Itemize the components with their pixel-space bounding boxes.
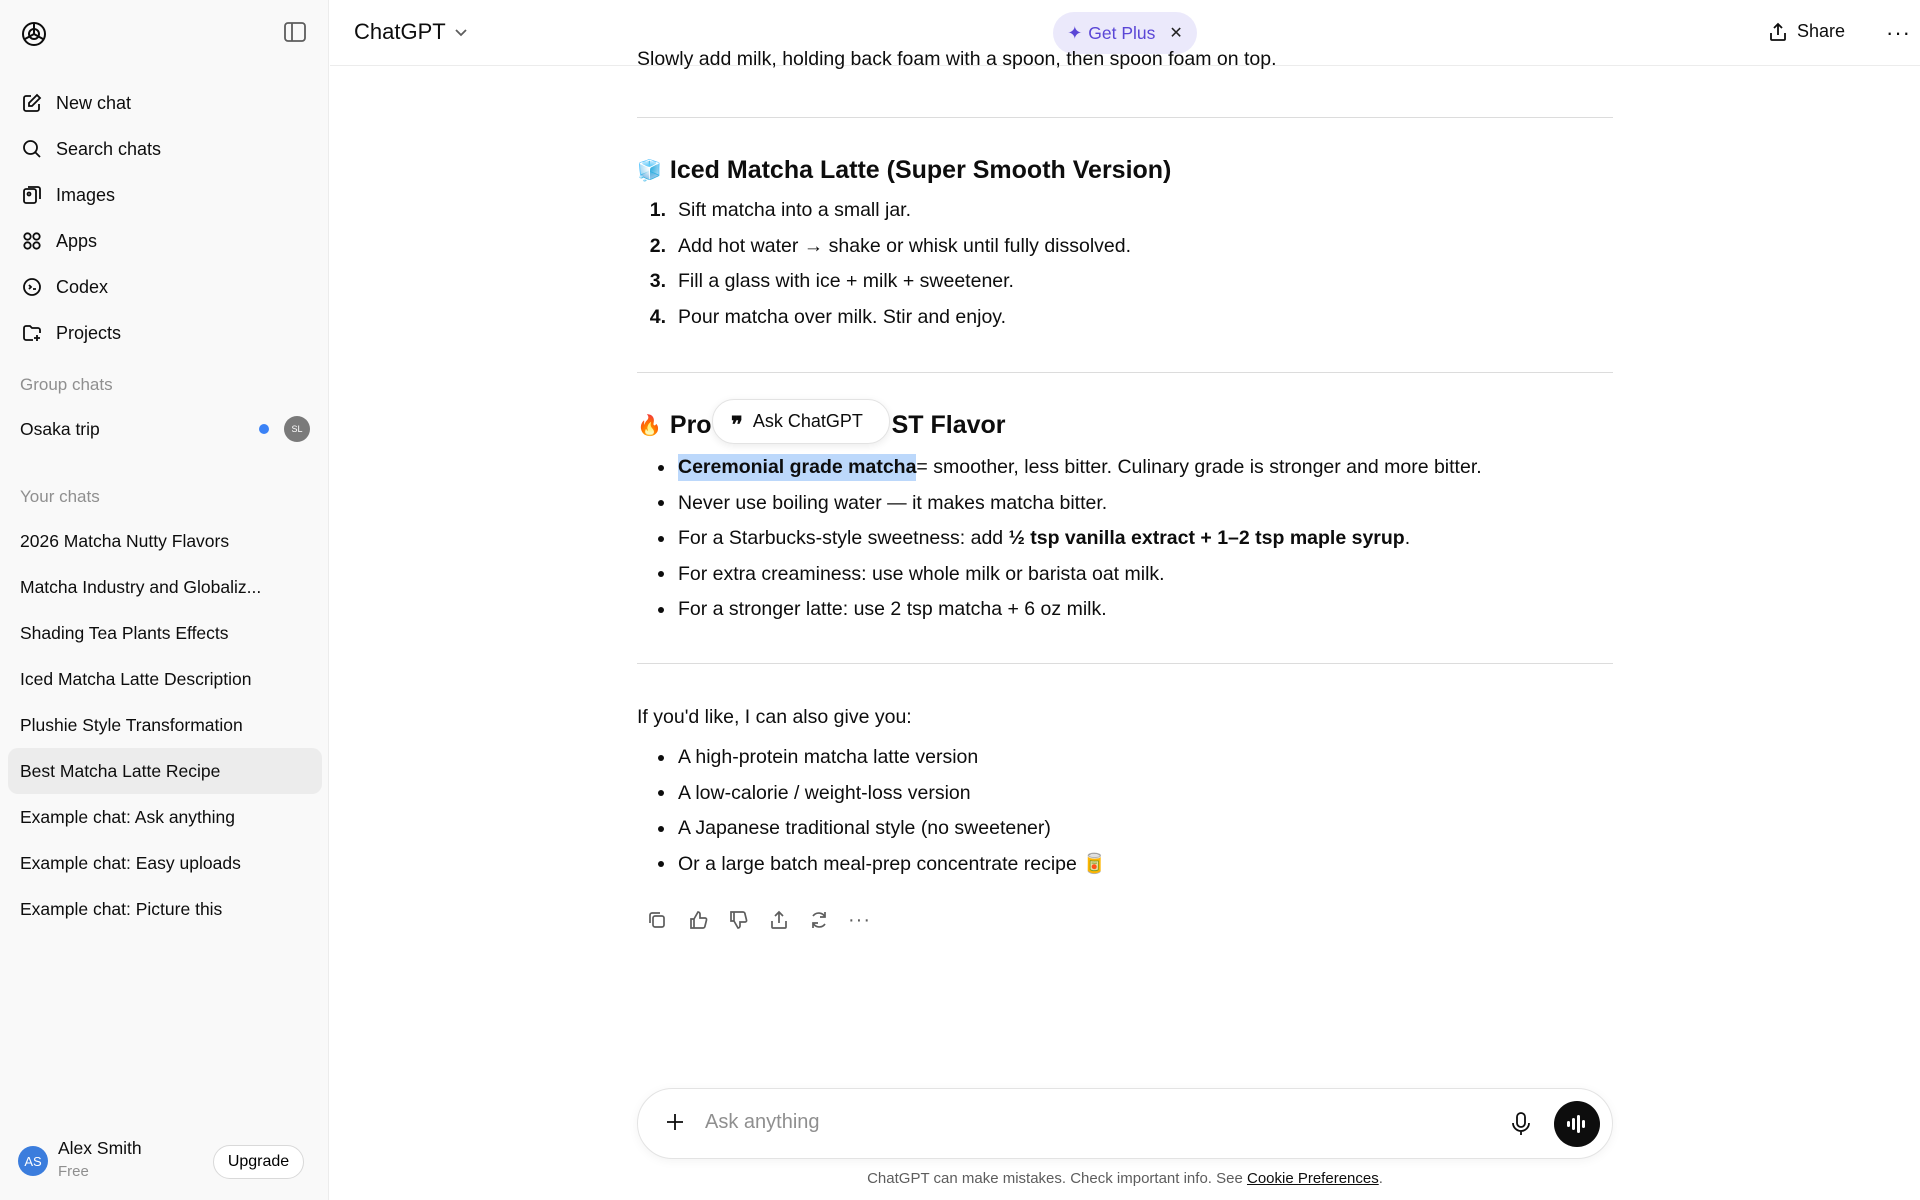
list-item-text: Add hot water → shake or whisk until fully dissolved.	[678, 234, 1132, 257]
list-item: 2. Add hot water → shake or whisk until fully dissolved.	[649, 234, 1132, 257]
nav-label: Images	[56, 184, 116, 205]
disclaimer-end: .	[1378, 1170, 1383, 1187]
get-plus-label: Get Plus	[1088, 22, 1156, 43]
more-options-icon[interactable]: ···	[1886, 20, 1911, 45]
cookie-preferences-link[interactable]: Cookie Preferences	[1246, 1170, 1379, 1187]
share-icon	[1768, 22, 1788, 42]
images-button[interactable]	[8, 172, 322, 218]
chevron-down-icon	[454, 25, 468, 39]
nav-label: Projects	[56, 322, 122, 343]
list-item-text: Sift matcha into a small jar.	[678, 199, 912, 222]
avatar: AS	[18, 1146, 48, 1176]
prompt-input[interactable]: Ask anything	[705, 1111, 820, 1133]
chat-item[interactable]: Plushie Style Transformation	[20, 714, 243, 735]
ordered-list	[637, 193, 1613, 335]
voice-mode-button[interactable]	[1554, 1101, 1600, 1147]
more-options-icon[interactable]: ···	[848, 908, 871, 931]
share-icon[interactable]	[759, 900, 799, 940]
list-item-text: For a stronger latte: use 2 tsp matcha + 6 oz milk.	[678, 598, 1107, 621]
disclaimer-text: ChatGPT can make mistakes. Check important info. See	[867, 1170, 1247, 1187]
list-item-text: .	[1404, 527, 1411, 550]
new-chat-button[interactable]	[8, 80, 322, 126]
bold-text: ½ tsp vanilla extract + 1–2 tsp maple syrup	[1008, 527, 1405, 550]
apps-button[interactable]	[8, 218, 322, 264]
sparkle-icon: ✦	[1067, 22, 1083, 43]
message-text: If you'd like, I can also give you:	[637, 706, 912, 728]
upgrade-button[interactable]: Upgrade	[213, 1145, 304, 1179]
list-item-text: For extra creaminess: use whole milk or barista oat milk.	[678, 562, 1165, 585]
list-item	[637, 847, 1613, 883]
edit-icon	[20, 91, 44, 115]
selected-text: Ceremonial grade matcha	[678, 454, 916, 481]
chat-item[interactable]: Example chat: Ask anything	[20, 806, 235, 827]
list-item	[637, 776, 1613, 812]
group-chat-item[interactable]	[8, 406, 322, 452]
heading-text: ST Flavor	[891, 411, 1006, 439]
thumbs-up-icon[interactable]	[678, 900, 718, 940]
model-selector[interactable]	[354, 19, 468, 45]
chat-item-active[interactable]: Best Matcha Latte Recipe	[8, 748, 322, 794]
model-name: ChatGPT	[354, 19, 446, 44]
fire-icon: 🔥	[637, 415, 662, 437]
list-item-text: = smoother, less bitter. Culinary grade is stronger and more bitter.	[916, 456, 1482, 479]
search-chats-button[interactable]	[8, 126, 322, 172]
list-item-text: Or a large batch meal-prep concentrate recipe 🥫	[678, 853, 1107, 876]
user-plan: Free	[58, 1163, 89, 1180]
heading-text: Iced Matcha Latte (Super Smooth Version)	[669, 156, 1172, 184]
plus-icon[interactable]	[660, 1107, 690, 1137]
section-heading	[637, 156, 1171, 185]
apps-icon	[20, 229, 44, 253]
list-item: 1. Sift matcha into a small jar.	[649, 199, 912, 222]
unread-dot	[259, 424, 269, 434]
chat-item[interactable]: Iced Matcha Latte Description	[20, 668, 252, 689]
user-profile[interactable]	[0, 1128, 329, 1194]
codex-icon	[20, 275, 44, 299]
close-icon[interactable]: ✕	[1169, 25, 1183, 42]
list-item	[637, 811, 1613, 847]
list-item	[637, 592, 1613, 628]
list-item: 3. Fill a glass with ice + milk + sweetener.	[649, 270, 1014, 293]
message-actions	[637, 900, 880, 940]
group-chat-label: Osaka trip	[20, 418, 100, 439]
chat-item[interactable]: Shading Tea Plants Effects	[20, 622, 229, 643]
copy-icon[interactable]	[637, 900, 677, 940]
search-icon	[20, 137, 44, 161]
group-chats-label: Group chats	[20, 375, 113, 394]
group-avatar: SL	[284, 416, 310, 442]
message-text: Slowly add milk, holding back foam with a spoon, then spoon foam on top.	[637, 48, 1277, 70]
bullet-list	[637, 740, 1613, 882]
list-item: 4. Pour matcha over milk. Stir and enjoy.	[649, 305, 1007, 328]
nav-label: Apps	[56, 230, 98, 251]
list-item	[637, 450, 1613, 486]
chat-item[interactable]: Matcha Industry and Globaliz...	[20, 576, 262, 597]
composer	[637, 1088, 1613, 1159]
list-item-text: A low-calorie / weight-loss version	[678, 781, 971, 804]
share-button[interactable]	[1768, 21, 1845, 42]
codex-button[interactable]	[8, 264, 322, 310]
microphone-icon[interactable]	[1510, 1111, 1532, 1142]
list-item-text: A Japanese traditional style (no sweetener)	[678, 817, 1051, 840]
user-name: Alex Smith	[58, 1138, 142, 1158]
ask-chatgpt-popup[interactable]	[712, 399, 890, 444]
your-chats-label: Your chats	[20, 487, 100, 506]
sidebar	[0, 0, 329, 1200]
chat-list	[8, 518, 322, 932]
chat-item[interactable]: 2026 Matcha Nutty Flavors	[20, 530, 230, 551]
images-icon	[20, 183, 44, 207]
projects-button[interactable]	[8, 310, 322, 356]
divider	[637, 117, 1613, 118]
chat-item[interactable]: Example chat: Easy uploads	[20, 852, 241, 873]
nav-label: Codex	[56, 276, 109, 297]
list-item	[637, 740, 1613, 776]
sidebar-nav	[8, 80, 322, 356]
list-item-text: Never use boiling water — it makes matcha bitter.	[678, 491, 1108, 514]
list-item	[637, 521, 1613, 557]
list-item-text: For a Starbucks-style sweetness: add	[678, 527, 1004, 550]
list-item-text: A high-protein matcha latte version	[678, 746, 979, 769]
share-label: Share	[1797, 21, 1846, 41]
thumbs-down-icon[interactable]	[718, 900, 758, 940]
chat-item[interactable]: Example chat: Picture this	[20, 898, 223, 919]
nav-label: New chat	[56, 92, 132, 113]
ask-chatgpt-label: Ask ChatGPT	[752, 411, 863, 431]
disclaimer	[330, 1170, 1920, 1187]
projects-icon	[20, 321, 44, 345]
waveform-icon	[1566, 1115, 1588, 1133]
quote-icon: ❞	[731, 411, 743, 438]
list-item	[637, 557, 1613, 593]
heading-text: Pro	[669, 411, 712, 439]
toggle-sidebar-icon[interactable]	[284, 22, 308, 44]
list-item-text: Fill a glass with ice + milk + sweetener.	[678, 270, 1014, 293]
ice-cube-icon: 🧊	[637, 160, 662, 182]
nav-label: Search chats	[56, 138, 162, 159]
bullet-list	[637, 450, 1613, 628]
openai-logo-icon[interactable]	[20, 20, 48, 48]
divider	[637, 372, 1613, 373]
divider	[637, 663, 1613, 664]
regenerate-icon[interactable]	[799, 900, 839, 940]
list-item	[637, 486, 1613, 522]
list-item-text: Pour matcha over milk. Stir and enjoy.	[678, 305, 1007, 328]
